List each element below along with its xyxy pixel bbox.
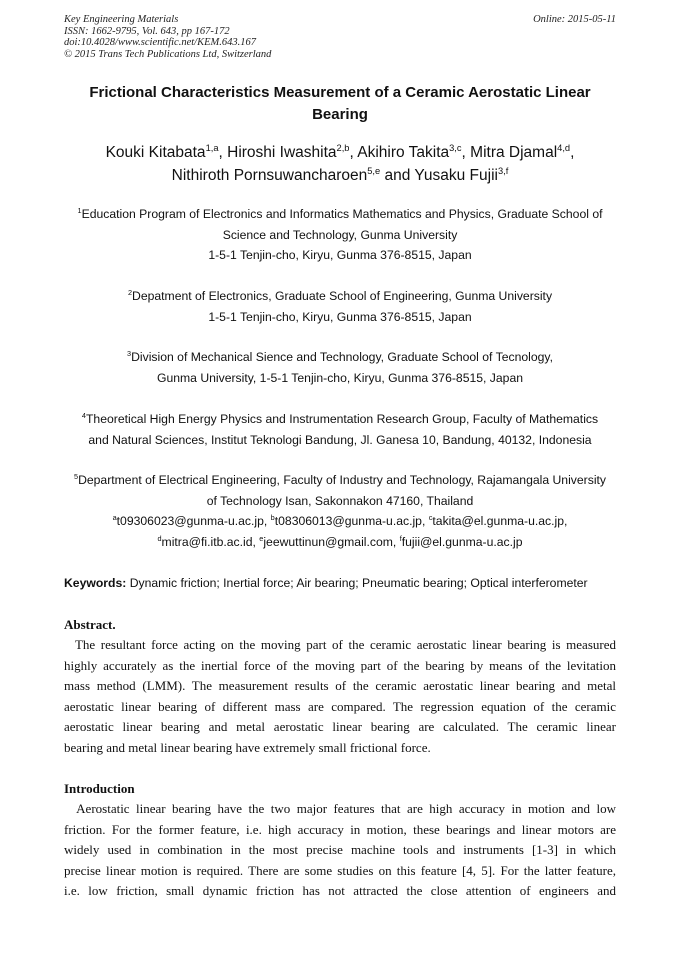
affiliation-line: Theoretical High Energy Physics and Instrumentation Research Group, Faculty of Mathematics — [85, 412, 599, 426]
abstract-line: bearing and metal linear bearing have extremely small frictional force. — [64, 739, 431, 755]
abstract-line: aerostatic linear bearing and metal aerostatic linear bearing are calculated. The ceramic linear — [64, 719, 616, 735]
keywords-text: Dynamic friction; Inertial force; Air bearing; Pneumatic bearing; Optical interferometer — [129, 576, 588, 590]
introduction-body — [64, 799, 616, 902]
author-name: Kouki Kitabata — [105, 144, 206, 161]
issn-line: ISSN: 1662-9795, Vol. 643, pp 167-172 — [64, 25, 230, 37]
affiliation-line: Education Program of Electronics and Informatics Mathematics and Physics, Graduate School of — [81, 207, 603, 221]
email-address[interactable]: jeewuttinun@gmail.com — [263, 534, 393, 549]
author-separator: , — [461, 144, 471, 161]
online-date: Online: 2015-05-11 — [533, 14, 616, 25]
affiliation-mark: 2 — [127, 287, 133, 297]
author-separator: and — [380, 166, 415, 184]
affiliation-line: Division of Mechanical Sience and Technology, Graduate School of Tecnology, — [131, 350, 553, 364]
introduction-line: Aerostatic linear bearing have the two major features that are high accuracy in motion and low — [64, 801, 616, 816]
affiliation-mark: 1 — [77, 205, 82, 215]
abstract-line: aerostatic linear bearing of different mass are compared. The regression equation of the ceramic — [64, 698, 616, 714]
author-name: Mitra Djamal — [470, 144, 558, 161]
abstract-line: The resultant force acting on the moving part of the ceramic aerostatic linear bearing is measured — [64, 637, 616, 652]
abstract-body — [64, 635, 616, 759]
affiliation-line: Department of Electrical Engineering, Faculty of Industry and Technology, Rajamangala University — [78, 473, 607, 487]
introduction-line: friction. For the former feature, i.e. high accuracy in motion, these bearings and linear motors are — [64, 821, 616, 837]
author-affil-mark: 4,d — [557, 142, 571, 153]
introduction-line: widely used in combination in the most precise machine tools and instruments [1-3] in which — [64, 842, 616, 858]
copyright-line: © 2015 Trans Tech Publications Ltd, Switzerland — [64, 48, 272, 60]
running-header — [64, 14, 616, 60]
affiliation-line: 1-5-1 Tenjin-cho, Kiryu, Gunma 376-8515, Japan — [208, 248, 472, 262]
author-affil-mark: 5,e — [367, 165, 381, 176]
abstract-heading: Abstract. — [64, 617, 116, 632]
author-affil-mark: 1,a — [205, 142, 219, 153]
author-separator: , — [570, 144, 575, 161]
affiliation-mark: 4 — [81, 410, 86, 420]
author-affil-mark: 2,b — [336, 142, 350, 153]
author-name: Nithiroth Pornsuwancharoen — [171, 166, 368, 184]
affiliation-line: Science and Technology, Gunma University — [222, 227, 458, 242]
keywords — [64, 574, 616, 592]
keywords-label: Keywords: — [64, 576, 127, 590]
abstract-line: highly accurately as the inertial force of the moving part of the bearing by means of the levitation — [64, 657, 616, 673]
affiliation-4 — [64, 409, 616, 450]
affiliation-2 — [64, 286, 616, 327]
affiliation-line: Depatment of Electronics, Graduate School of Engineering, Gunma University — [132, 289, 553, 303]
paper-title — [64, 82, 616, 126]
introduction-line: i.e. low friction, small dynamic friction has not attracted the close attention of engineers and — [64, 883, 616, 899]
author-name: Akihiro Takita — [357, 144, 450, 161]
author-affil-mark: 3,c — [449, 142, 462, 153]
affiliation-3 — [64, 347, 616, 388]
abstract-line: mass method (LMM). The measurement results of the ceramic aerostatic linear bearing and metal — [64, 678, 616, 694]
author-affil-mark: 3,f — [497, 165, 509, 176]
author-list — [64, 142, 616, 187]
affiliation-line: Gunma University, 1-5-1 Tenjin-cho, Kiryu, Gunma 376-8515, Japan — [156, 370, 524, 385]
title-line: Bearing — [312, 106, 368, 123]
email-address[interactable]: fujii@el.gunma-u.ac.jp — [401, 534, 523, 549]
title-line: Frictional Characteristics Measurement of a Ceramic Aerostatic Linear — [89, 84, 591, 101]
affiliation-line: and Natural Sciences, Institut Teknologi Bandung, Jl. Ganesa 10, Bandung, 40132, Indonesia — [88, 432, 592, 447]
email-address[interactable]: t08306013@gunma-u.ac.jp — [274, 514, 422, 528]
affiliation-5 — [64, 470, 616, 552]
email-address[interactable]: t09306023@gunma-u.ac.jp — [116, 514, 264, 528]
affiliation-line: of Technology Isan, Sakonnakon 47160, Thailand — [206, 493, 474, 508]
email-address[interactable]: mitra@fi.itb.ac.id — [161, 534, 253, 549]
author-separator: , — [218, 144, 228, 161]
doi-line: doi:10.4028/www.scientific.net/KEM.643.167 — [64, 37, 256, 49]
affiliation-mark: 5 — [73, 471, 79, 481]
affiliation-line: 1-5-1 Tenjin-cho, Kiryu, Gunma 376-8515, Japan — [208, 309, 472, 324]
author-line — [64, 142, 616, 165]
author-separator: , — [349, 144, 358, 161]
affiliation-1 — [64, 204, 616, 266]
affiliation-mark: 3 — [127, 348, 132, 358]
author-name: Hiroshi Iwashita — [227, 144, 337, 161]
author-line — [64, 165, 616, 188]
email-address[interactable]: takita@el.gunma-u.ac.jp — [432, 514, 565, 528]
email-line: $^a$t09306023@gunma-u.ac.jp, $^b$t08306013@gunma-u.ac.jp, $^c$takita@el.gunma-u.ac.jp, — [112, 512, 568, 528]
introduction-heading: Introduction — [64, 781, 135, 796]
email-line: $^d$mitra@fi.itb.ac.id, $^e$jeewuttinun@gmail.com, $^f$fujii@el.gunma-u.ac.jp — [157, 533, 523, 549]
journal-name: Key Engineering Materials — [64, 14, 179, 25]
author-name: Yusaku Fujii — [414, 166, 498, 184]
introduction-line: precise linear motion is required. There are some studies on this feature [4, 5]. For the latter feature, — [64, 862, 616, 878]
